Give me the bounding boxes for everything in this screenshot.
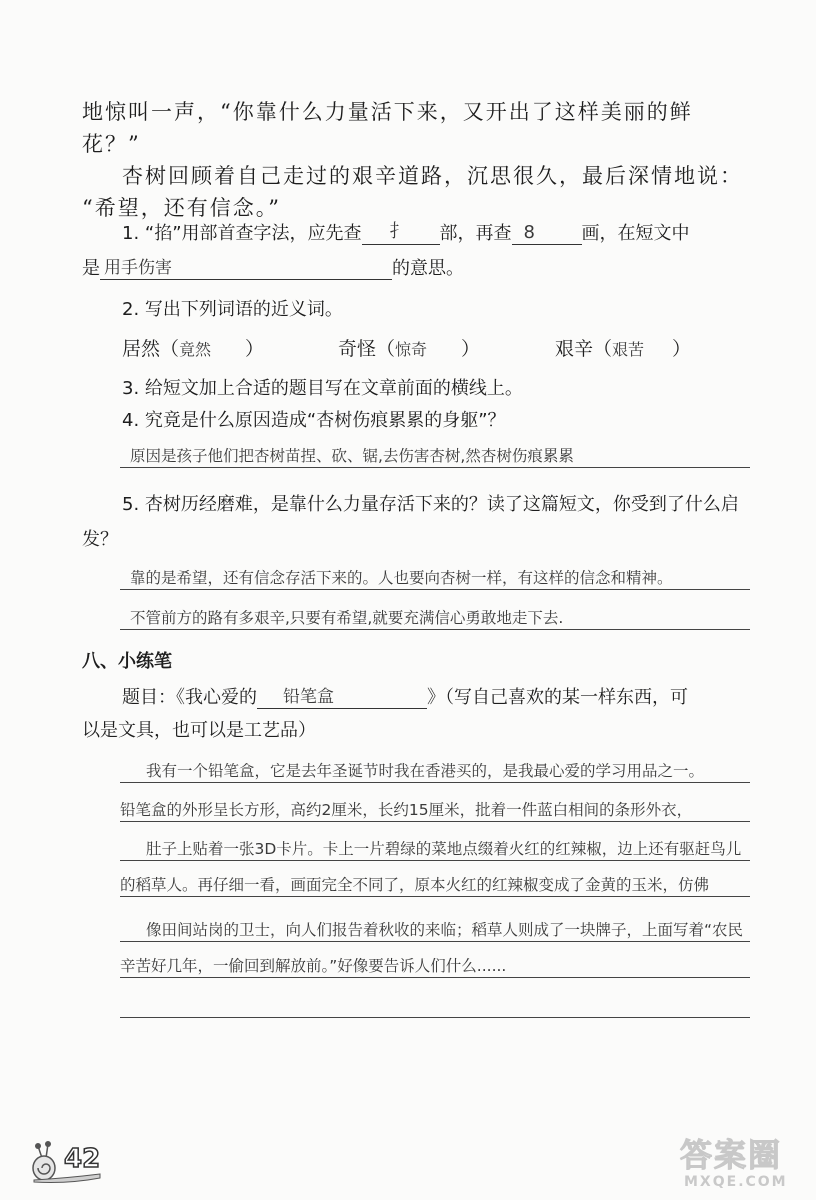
q1-meaning-answer: 用手伤害 (104, 258, 172, 278)
question-5-line-2: 发？ (82, 529, 118, 550)
story-line-2: 花？” (82, 132, 141, 156)
question-1-line-2 (82, 254, 464, 280)
essay-text: 像田间站岗的卫士，向人们报告着秋收的来临；稻草人则成了一块牌子，上面写着“农民 (146, 921, 744, 939)
essay-line-empty[interactable] (120, 993, 750, 1018)
question-5-line-1: 5. 杏树历经磨难，是靠什么力量存活下来的？读了这篇短文，你受到了什么启 (122, 494, 739, 515)
essay-line[interactable] (120, 872, 750, 897)
watermark-logo-text: 答案圈 (680, 1136, 783, 1174)
essay-text: 我有一个铅笔盒，它是去年圣诞节时我在香港买的，是我最心爱的学习用品之一。 (146, 762, 705, 780)
q1-line2-suffix: 的意思。 (392, 258, 464, 279)
synonym-word-2: 奇怪（ (338, 338, 396, 360)
section-8-heading: 八、小练笔 (82, 651, 172, 672)
prompt-suffix: 》（写自己喜欢的某一样东西，可 (427, 687, 688, 708)
section-8-prompt (122, 683, 688, 709)
synonym-close-2: ） (461, 338, 481, 360)
q1-meaning-blank[interactable] (100, 257, 392, 280)
q5-answer-line-1[interactable] (120, 565, 750, 590)
story-line-4: “希望，还有信念。” (82, 196, 281, 220)
title-answer: 铅笔盒 (283, 687, 334, 707)
q1-line2-prefix: 是 (82, 258, 100, 279)
story-line-1: 地惊叫一声，“你靠什么力量活下来，又开出了这样美丽的鲜 (82, 100, 693, 124)
page-number-badge (28, 1138, 108, 1184)
synonym-answer-1[interactable]: 竟然 (179, 340, 212, 359)
synonym-word-1: 居然（ (122, 338, 180, 360)
essay-text: 的稻草人。再仔细一看，画面完全不同了，原本火红的红辣椒变成了金黄的玉米，仿佛 (120, 876, 710, 894)
q1-strokes-blank[interactable] (512, 222, 582, 245)
q1-radical-answer: 扌 (389, 221, 408, 242)
synonym-item-1 (122, 334, 264, 361)
essay-text: 肚子上贴着一张3D卡片。卡上一片碧绿的菜地点缀着火红的红辣椒，边上还有驱赶鸟儿 (146, 840, 742, 858)
synonym-close-3: ） (672, 338, 692, 360)
q1-strokes-answer: 8 (523, 222, 535, 243)
essay-line[interactable] (120, 836, 750, 861)
q4-answer: 原因是孩子他们把杏树苗捏、砍、锯,去伤害杏树,然杏树伤痕累累 (130, 447, 574, 465)
essay-text: 铅笔盒的外形呈长方形，高约2厘米，长约15厘米，批着一件蓝白相间的条形外衣， (120, 801, 693, 819)
question-1-mid: 部，再查 (439, 223, 512, 244)
synonym-answer-2[interactable]: 惊奇 (395, 340, 428, 359)
question-1 (122, 219, 690, 245)
question-3: 3. 给短文加上合适的题目写在文章前面的横线上。 (122, 378, 523, 399)
essay-line[interactable] (120, 953, 750, 978)
section-8-prompt-line-2: 以是文具，也可以是工艺品） (82, 720, 316, 741)
q5-answer-1: 靠的是希望，还有信念存活下来的。人也要向杏树一样，有这样的信念和精神。 (130, 569, 673, 587)
question-2: 2. 写出下列词语的近义词。 (122, 299, 343, 320)
watermark (680, 1130, 810, 1196)
q1-radical-blank[interactable] (362, 222, 440, 245)
q5-answer-line-2[interactable] (120, 605, 750, 630)
synonym-close-1: ） (245, 338, 265, 360)
question-4: 4. 究竟是什么原因造成“杏树伤痕累累的身躯”？ (122, 410, 506, 431)
question-1-prefix: 1. “掐”用部首查字法，应先查 (122, 223, 362, 244)
synonym-item-3 (555, 334, 691, 361)
question-1-suffix: 画，在短文中 (581, 223, 690, 244)
synonym-answer-3[interactable]: 艰苦 (612, 340, 645, 359)
q5-answer-2: 不管前方的路有多艰辛,只要有希望,就要充满信心勇敢地走下去. (130, 609, 564, 627)
title-blank[interactable] (257, 686, 427, 709)
essay-text: 辛苦好几年，一偷回到解放前。”好像要告诉人们什么...... (120, 957, 507, 975)
synonym-item-2 (338, 334, 480, 361)
synonym-word-3: 艰辛（ (555, 338, 613, 360)
prompt-prefix: 题目：《我心爱的 (122, 687, 257, 708)
story-line-3: 杏树回顾着自己走过的艰辛道路，沉思很久，最后深情地说： (122, 164, 743, 188)
page-number: 42 (64, 1144, 101, 1174)
watermark-url: MXQE.COM (684, 1174, 788, 1190)
q4-answer-line[interactable] (120, 443, 750, 468)
essay-line[interactable] (120, 758, 750, 783)
essay-line[interactable] (120, 797, 750, 822)
essay-line[interactable] (120, 917, 750, 942)
